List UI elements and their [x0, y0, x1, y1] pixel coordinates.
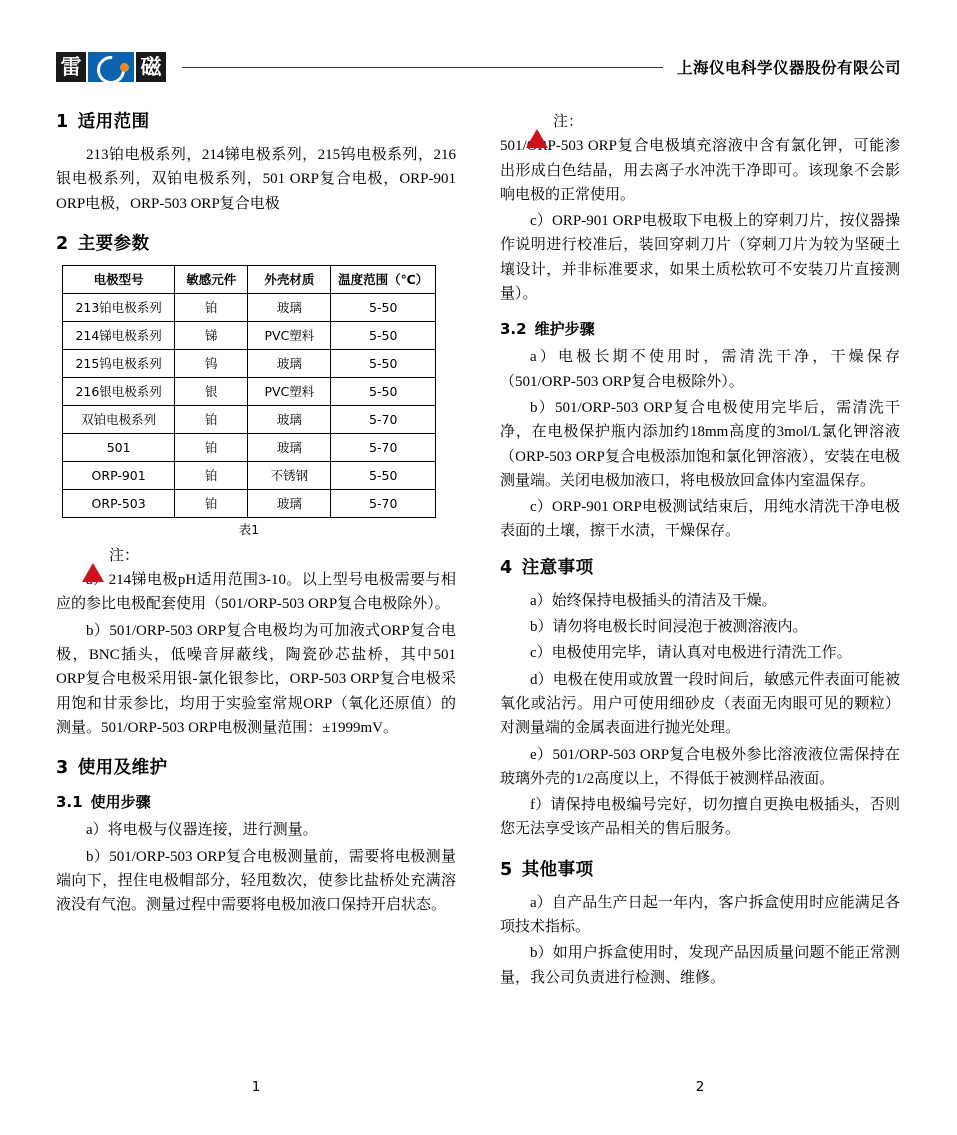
table-row [63, 433, 436, 461]
other-item: a）自产品生产日起一年内，客户拆盒使用时应能满足各项技术指标。 [500, 894, 900, 936]
note-a-left: a）214锑电极pH适用范围3-10。以上型号电极需要与相应的参比电极配套使用（501/ORP-503 ORP复合电极除外）。 [56, 572, 456, 613]
left-column [56, 108, 456, 1004]
section-params-number: 2 [56, 233, 69, 254]
parameters-table [62, 265, 436, 518]
table-col-header: 电极型号 [63, 265, 175, 293]
subsection-use-steps-title: 使用步骤 [90, 793, 151, 812]
company-name: 上海仪电科学仪器股份有限公司 [676, 60, 901, 77]
table-caption: 表1 [238, 521, 260, 537]
table-cell: 锑 [175, 321, 248, 349]
section-other-number: 5 [500, 859, 513, 880]
section-use-maintain [56, 754, 456, 917]
section-use-title: 使用及维护 [77, 758, 168, 779]
table-cell: 玻璃 [248, 293, 331, 321]
table-row [63, 293, 436, 321]
table-row [63, 405, 436, 433]
right-column [500, 108, 900, 1004]
maintain-step-b: b）501/ORP-503 ORP复合电极使用完毕后，需清洗干净，在电极保护瓶内添加约18mm高度的3mol/L氯化钾溶液（ORP-503 ORP复合电极添加饱和氯化钾溶液），安装在电极测量端。关闭电极加液口，将电极放回盒体内室温保存。 [500, 399, 900, 489]
section-scope [56, 108, 456, 216]
table-cell: 5-50 [331, 461, 436, 489]
subsection-maintain-title: 维护步骤 [534, 320, 595, 339]
warning-exclamation-glyph: ! [534, 116, 540, 130]
subsection-use-steps-heading [56, 791, 456, 812]
note-top-body: 501/ORP-503 ORP复合电极填充溶液中含有氯化钾，可能渗出形成白色结晶，用去离子水冲洗干净即可。该现象不会影响电极的正常使用。 [500, 138, 900, 203]
section-cautions-heading [500, 554, 900, 579]
table-cell: 5-50 [331, 321, 436, 349]
section-scope-heading [56, 108, 456, 133]
logo-char-left: 雷 [56, 52, 86, 82]
table-cell: 玻璃 [248, 405, 331, 433]
table-cell: 216银电极系列 [63, 377, 175, 405]
section-cautions-number: 4 [500, 557, 513, 578]
table-cell: 5-50 [331, 377, 436, 405]
leici-logo-mark-icon [88, 52, 134, 82]
section-scope-body: 213铂电极系列，214锑电极系列，215钨电极系列，216银电极系列，双铂电极系列，501 ORP复合电极，ORP-901 ORP电极，ORP-503 ORP复合电极 [56, 147, 456, 212]
table-cell: ORP-503 [63, 489, 175, 517]
section-use-number: 3 [56, 758, 69, 779]
use-step-c: c）ORP-901 ORP电极取下电极上的穿刺刀片，按仪器操作说明进行校准后，装回穿刺刀片（穿刺刀片为较为坚硬土壤设计，并非标准要求，如果土质松软可不安装刀片直接测量）。 [500, 213, 900, 303]
table-cell: 双铂电极系列 [63, 405, 175, 433]
note-b-left: b）501/ORP-503 ORP复合电极均为可加液式ORP复合电极，BNC插头，低噪音屏蔽线，陶瓷砂芯盐桥，其中501 ORP复合电极采用银-氯化银参比，ORP-503 ORP复合电极采用饱和甘汞参比，均用于实验室常规ORP（氧化还原值）的测量。501/ORP-503 ORP电极测量范围：±1999mV。 [56, 622, 456, 736]
section-params-heading [56, 230, 456, 255]
table-cell: 501 [63, 433, 175, 461]
table-cell: 5-50 [331, 349, 436, 377]
table-cell: 铂 [175, 405, 248, 433]
subsection-use-steps-number: 3.1 [56, 793, 83, 812]
use-step-a: a）将电极与仪器连接，进行测量。 [86, 822, 318, 839]
table-cell: 钨 [175, 349, 248, 377]
brand-logo [56, 52, 166, 82]
page-number-left: 1 [251, 1079, 261, 1095]
table-cell: 213铂电极系列 [63, 293, 175, 321]
table-cell: 玻璃 [248, 489, 331, 517]
table-row [63, 349, 436, 377]
use-step-b: b）501/ORP-503 ORP复合电极测量前，需要将电极测量端向下，捏住电极帽部分，轻甩数次，使参比盐桥处充满溶液没有气泡。测量过程中需要将电极加液口保持开启状态。 [56, 848, 456, 914]
table-col-header: 敏感元件 [175, 265, 248, 293]
section-use-heading [56, 754, 456, 779]
caution-item: e）501/ORP-503 ORP复合电极外参比溶液液位需保持在玻璃外壳的1/2高度以上，不得低于被测样品液面。 [500, 746, 900, 787]
table-cell: 5-70 [331, 489, 436, 517]
table-cell: 不锈钢 [248, 461, 331, 489]
note-label-left: 注： [109, 547, 140, 564]
table-cell: 5-50 [331, 293, 436, 321]
table-cell: PVC塑料 [248, 377, 331, 405]
note-label-right: 注： [553, 114, 584, 130]
section-cautions [500, 554, 900, 842]
caution-item: f）请保持电极编号完好，切勿擅自更换电极插头，否则您无法享受该产品相关的售后服务。 [500, 797, 900, 838]
section-other-heading [500, 856, 900, 881]
section-other [500, 856, 900, 990]
maintain-step-c: c）ORP-901 ORP电极测试结束后，用纯水清洗干净电极表面的土壤，擦干水渍，干燥保存。 [500, 499, 900, 540]
table-cell: 银 [175, 377, 248, 405]
table-cell: 214锑电极系列 [63, 321, 175, 349]
table-row [63, 377, 436, 405]
table-row [63, 321, 436, 349]
maintain-step-a: a）电极长期不使用时，需清洗干净，干燥保存（501/ORP-503 ORP复合电极除外）。 [500, 349, 900, 390]
table-row [63, 489, 436, 517]
section-scope-title: 适用范围 [77, 112, 150, 132]
table-cell: 玻璃 [248, 433, 331, 461]
table-cell: 215钨电极系列 [63, 349, 175, 377]
section-params-title: 主要参数 [77, 233, 150, 254]
note-block-left [56, 544, 456, 568]
table-cell: 5-70 [331, 405, 436, 433]
logo-char-right: 磁 [136, 52, 166, 82]
table-cell: 铂 [175, 489, 248, 517]
table-cell: 铂 [175, 461, 248, 489]
caution-item: a）始终保持电极插头的清洁及干燥。 [530, 592, 777, 609]
subsection-maintain-heading [500, 318, 900, 339]
other-item: b）如用户拆盒使用时，发现产品因质量问题不能正常测量，我公司负责进行检测、维修。 [500, 945, 900, 986]
table-cell: 玻璃 [248, 349, 331, 377]
section-cautions-title: 注意事项 [521, 557, 594, 578]
table-row [63, 461, 436, 489]
table-col-header: 温度范围（℃） [331, 265, 436, 293]
table-cell: PVC塑料 [248, 321, 331, 349]
table-cell: 5-70 [331, 433, 436, 461]
page-number-row [56, 1079, 901, 1095]
section-scope-number: 1 [56, 112, 69, 132]
table-cell: 铂 [175, 293, 248, 321]
table-col-header: 外壳材质 [248, 265, 331, 293]
page-columns [56, 108, 901, 1004]
page-header [56, 44, 901, 90]
logo-dot-shape [120, 63, 129, 72]
header-divider [182, 66, 663, 68]
warning-triangle-icon [82, 546, 104, 565]
warning-exclamation-glyph: ! [90, 549, 96, 564]
caution-item: d）电极在使用或放置一段时间后，敏感元件表面可能被氧化或沾污。用户可使用细砂皮（表面无肉眼可见的颗粒）对测量端的金属表面进行抛光处理。 [500, 671, 900, 737]
section-other-title: 其他事项 [521, 859, 594, 880]
table-cell: 铂 [175, 433, 248, 461]
note-block-right [500, 110, 900, 134]
caution-item: b）请勿将电极长时间浸泡于被测溶液内。 [530, 619, 808, 636]
page-number-right: 2 [695, 1079, 705, 1095]
table-cell: ORP-901 [63, 461, 175, 489]
table-header-row [63, 265, 436, 293]
subsection-maintain-number: 3.2 [500, 320, 527, 339]
caution-item: c）电极使用完毕，请认真对电极进行清洗工作。 [530, 645, 852, 662]
section-params [56, 230, 456, 740]
warning-triangle-icon [526, 112, 548, 131]
